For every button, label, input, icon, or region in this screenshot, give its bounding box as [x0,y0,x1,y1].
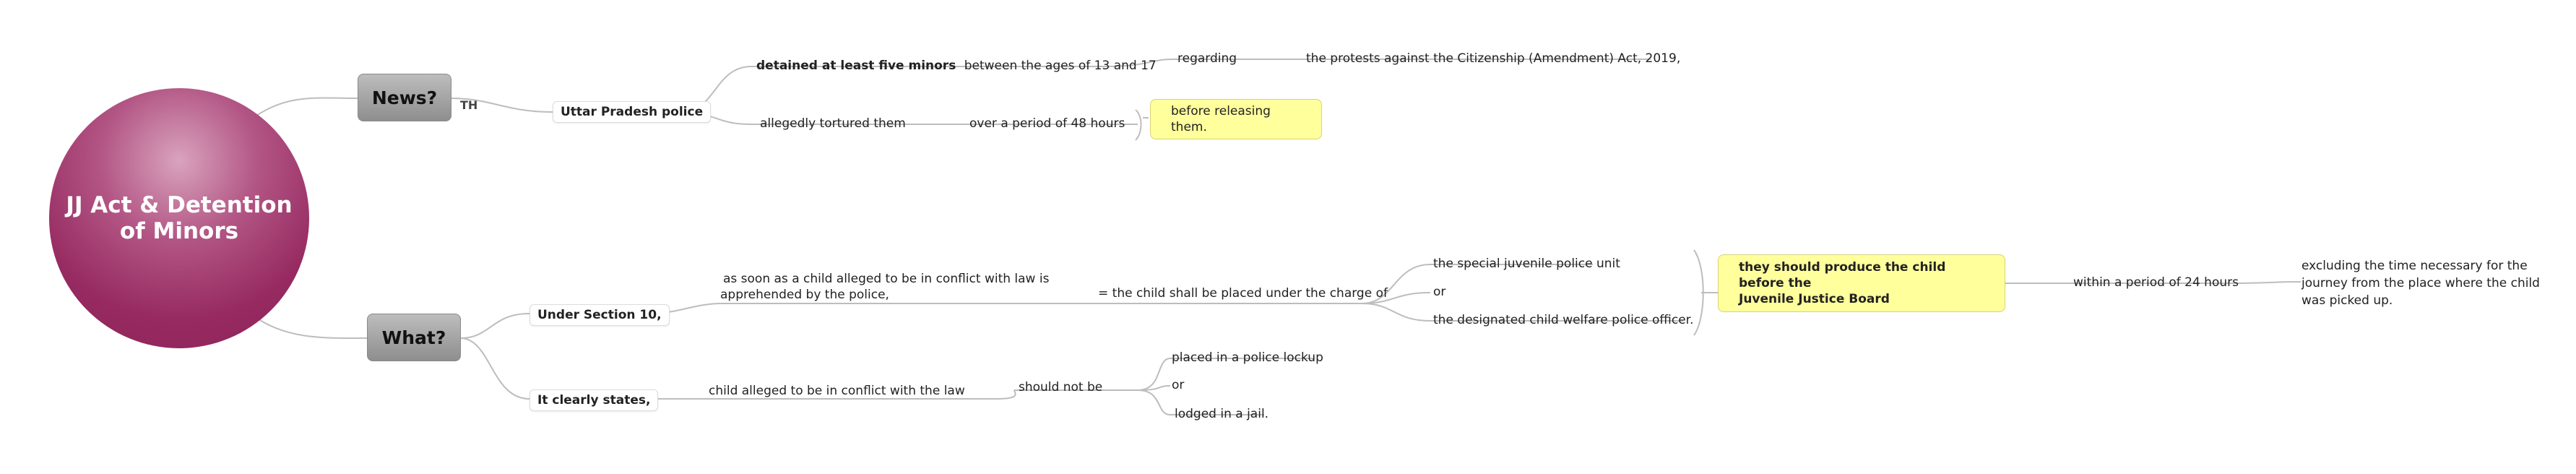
produce-child-box[interactable] [1718,254,2005,312]
section10-node[interactable] [530,304,670,326]
detained-node[interactable] [756,58,1157,74]
clearly-states-node[interactable] [530,389,658,411]
source-tag: TH [460,98,478,112]
central-topic-line1: JJ Act & Detention [66,192,293,218]
child-alleged-node[interactable]: child alleged to be in conflict with the law [709,384,965,398]
period-node[interactable]: over a period of 48 hours [969,116,1125,131]
section10-label: Under Section 10, [537,308,662,322]
produce-line2: Juvenile Justice Board [1739,292,1890,306]
excluding-line2: journey from the place where the child [2301,276,2540,290]
detained-bold-text: detained at least five minors [756,59,956,73]
within-24-hours-node[interactable]: within a period of 24 hours [2073,275,2239,290]
jail-node[interactable]: lodged in a jail. [1175,407,1269,421]
central-topic[interactable] [49,88,309,348]
or-node-2[interactable]: or [1172,378,1185,392]
excluding-line3: was picked up. [2301,293,2393,308]
what-topic[interactable] [367,314,461,361]
clearly-states-label: It clearly states, [537,393,651,408]
central-topic-line2: of Minors [119,218,239,244]
excluding-node[interactable] [2301,257,2540,309]
police-node[interactable] [553,101,711,123]
produce-line1: they should produce the child before the [1739,260,1946,290]
protests-node[interactable]: the protests against the Citizenship (Amendment) Act, 2019, [1306,51,1681,66]
apprehended-node[interactable] [720,271,1049,303]
detained-rest-text: between the ages of 13 and 17 [964,59,1157,73]
news-topic[interactable] [358,74,451,121]
releasing-text: before releasing them. [1171,104,1271,134]
what-topic-label: What? [381,327,446,348]
apprehended-line2: apprehended by the police, [720,288,889,302]
releasing-box[interactable] [1150,99,1322,139]
police-node-label: Uttar Pradesh police [561,105,704,119]
placed-charge-node[interactable]: = the child shall be placed under the charge of [1098,286,1388,301]
or-node-1[interactable]: or [1433,285,1446,299]
apprehended-line1: as soon as a child alleged to be in conflict with law is [723,272,1050,286]
designated-officer-node[interactable]: the designated child welfare police officer. [1433,313,1694,327]
excluding-line1: excluding the time necessary for the [2301,259,2528,273]
special-unit-node[interactable]: the special juvenile police unit [1433,257,1620,271]
regarding-node[interactable]: regarding [1177,51,1237,66]
tortured-node[interactable]: allegedly tortured them [760,116,906,131]
should-not-node[interactable]: should not be [1019,380,1103,395]
lockup-node[interactable]: placed in a police lockup [1172,350,1323,365]
news-topic-label: News? [371,87,438,108]
